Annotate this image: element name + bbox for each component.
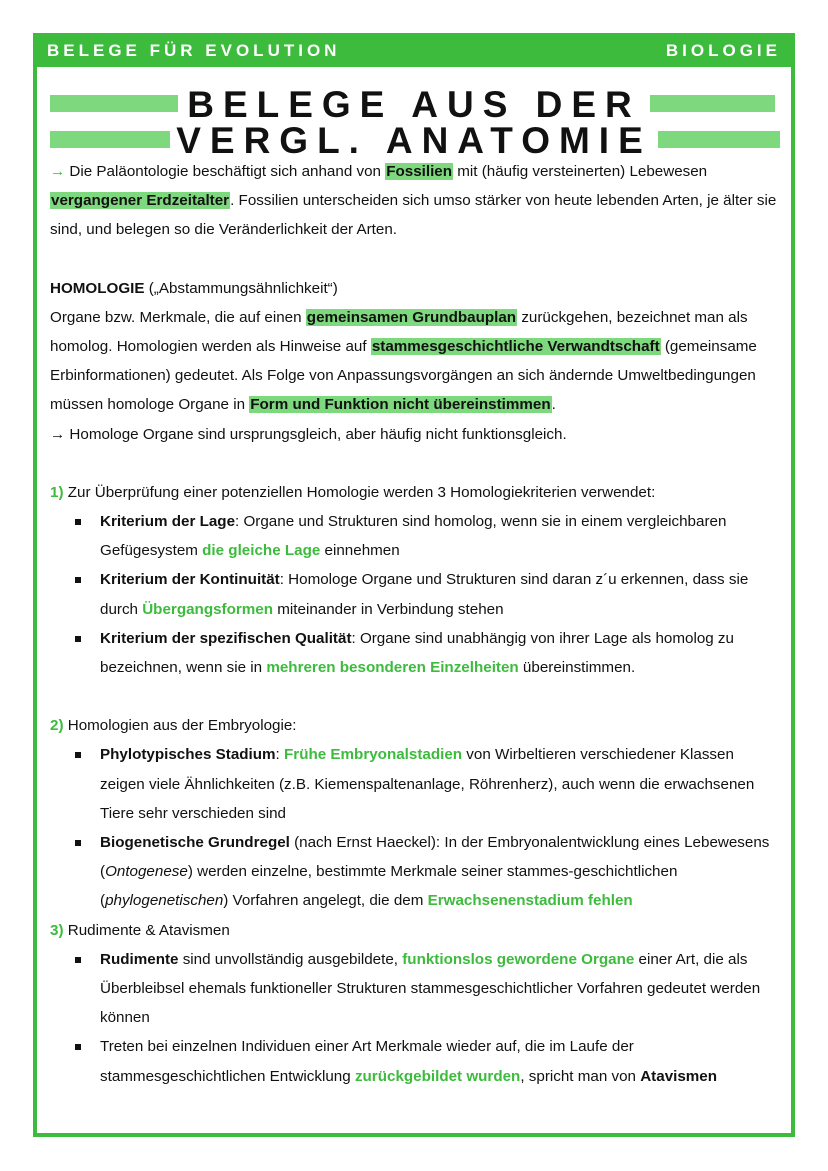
- list-item: Kriterium der Lage: Organe und Strukturen sind homolog, wenn sie in einem vergleichbaren Gefügesystem die gleiche Lage einnehmen: [100, 507, 780, 565]
- section3-heading: 3) Rudimente & Atavismen: [50, 921, 230, 939]
- highlight: gemeinsamen Grundbauplan: [306, 308, 517, 326]
- highlight: Fossilien: [386, 163, 453, 180]
- header-bar: [33, 33, 795, 67]
- rudiments-list: [50, 945, 780, 1091]
- embryology-list: [50, 740, 780, 915]
- list-item: Kriterium der spezifischen Qualität: Organe sind unabhängig von ihrer Lage als homolog zu bezeichnen, wenn sie in mehreren besonderen Einzelheiten übereinstimmen.: [100, 624, 780, 682]
- page-title-line2: VERGL. ANATOMIE: [176, 120, 652, 161]
- list-item: Treten bei einzelnen Individuen einer Art Merkmale wieder auf, die im Laufe der stammesgeschichtlichen Entwicklung zurückgebildet wurden, spricht man von Atavismen: [100, 1032, 780, 1090]
- main-content: [50, 157, 780, 1091]
- list-item: Phylotypisches Stadium: Frühe Embryonalstadien von Wirbeltieren verschiedener Klassen zeigen viele Ähnlichkeiten (z.B. Kiemenspaltenanlage, Röhrenherz), auch wenn die erwachsenen Tiere sehr verschieden sind: [100, 740, 780, 828]
- homologie-conclusion: → Homologe Organe sind ursprungsgleich, aber häufig nicht funktionsgleich.: [50, 425, 567, 443]
- homologie-paragraph: Organe bzw. Merkmale, die auf einen gemeinsamen Grundbauplan zurückgehen, bezeichnet man als homolog. Homologien werden als Hinweise auf stammesgeschichtliche Verwandtschaft (gemeinsame Erbinformationen) gedeutet. Als Folge von Anpassungsvorgängen an sich ändernde Umweltbedingungen müssen homologe Organe in Form und Funktion nicht übereinstimmen.: [50, 308, 757, 414]
- list-item: Rudimente sind unvollständig ausgebildete, funktionslos gewordene Organe einer Art, die als Überbleibsel ehemals funktioneller Strukturen stammesgeschichtlicher Vorfahren gedeutet werden können: [100, 945, 780, 1033]
- section1-heading: 1) Zur Überprüfung einer potenziellen Homologie werden 3 Homologiekriterien verwendet:: [50, 483, 656, 501]
- highlight: vergangener Erdzeitalter: [51, 192, 230, 210]
- intro-paragraph: → Die Paläontologie beschäftigt sich anhand von Fossilien mit (häufig versteinerten) Lebewesen vergangener Erdzeitalter. Fossilien unterscheiden sich umso stärker von heute lebenden Arten, je älter sie sind, und belegen so die Veränderlichkeit der Arten.: [50, 163, 777, 239]
- section2-heading: 2) Homologien aus der Embryologie:: [50, 717, 297, 735]
- highlight: stammesgeschichtliche Verwandtschaft: [371, 338, 660, 356]
- page-title-line1: BELEGE AUS DER: [187, 84, 641, 125]
- header-subject: BIOLOGIE: [665, 41, 781, 60]
- list-item: Kriterium der Kontinuität: Homologe Organe und Strukturen sind daran z´u erkennen, dass sie durch Übergangsformen miteinander in Verbindung stehen: [100, 565, 780, 623]
- arrow-right-icon: →: [50, 163, 66, 180]
- list-item: Biogenetische Grundregel (nach Ernst Haeckel): In der Embryonalentwicklung eines Lebewesens (Ontogenese) werden einzelne, bestimmte Merkmale seiner stammes-geschichtlichen (phylogenetischen) Vorfahren angelegt, die dem Erwachsenenstadium fehlen: [100, 828, 780, 916]
- homologie-heading: HOMOLOGIE („Abstammungsähnlichkeit“): [50, 279, 338, 297]
- header-topic: BELEGE FÜR EVOLUTION: [47, 41, 341, 60]
- highlight: Form und Funktion nicht übereinstimmen: [250, 396, 551, 414]
- criteria-list: [50, 507, 780, 682]
